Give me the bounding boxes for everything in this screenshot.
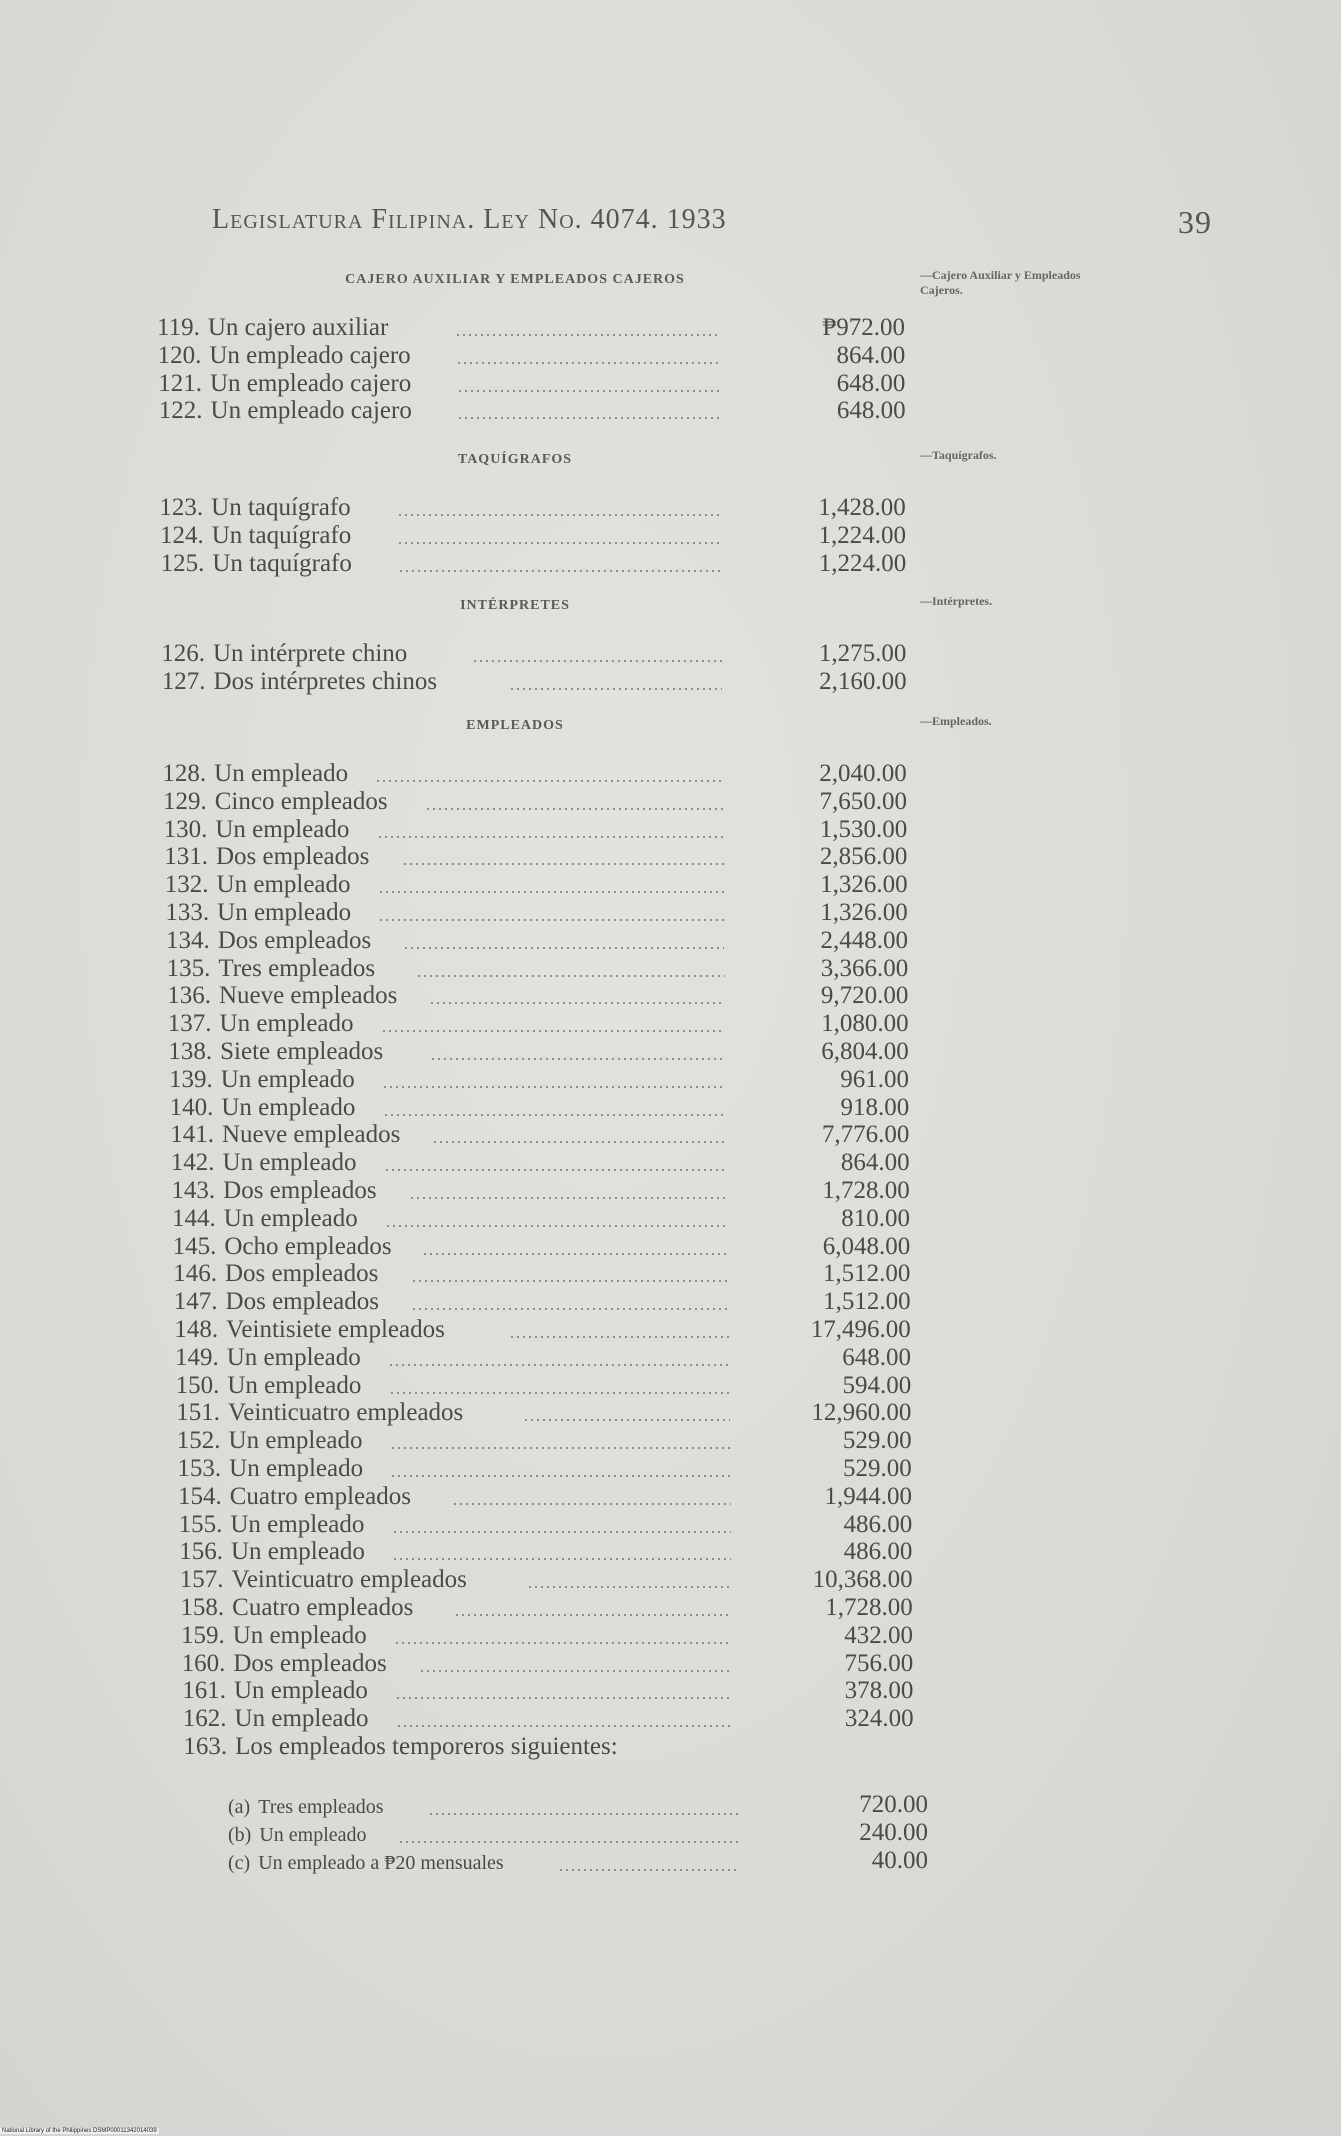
item-amount: 1,326.00 [820,871,908,899]
item-amount: 1,080.00 [821,1010,909,1038]
dot-leader [385,1225,728,1227]
dot-leader [472,660,722,662]
dot-leader [396,1725,733,1727]
dot-leader [398,570,722,572]
item-number: 152. [176,1427,221,1455]
dot-leader [457,390,721,392]
item-number: 133. [165,899,210,926]
item-number: 143. [171,1177,216,1204]
list-item [174,1288,379,1316]
item-description: Un empleado [214,760,349,787]
item-description: Dos empleados [225,1288,379,1316]
dot-leader [527,1586,731,1588]
item-description: Un empleado [234,1705,369,1733]
dot-leader [383,1114,727,1116]
item-number: 162. [182,1705,227,1733]
item-description: Siete empleados [220,1038,384,1065]
dot-leader [375,780,722,782]
dot-leader [432,1141,727,1143]
item-amount: 864.00 [836,341,906,369]
list-item [177,1455,363,1483]
margin-note: —Empleados. [920,714,992,728]
dot-leader [397,542,721,544]
item-number: 138. [168,1038,213,1065]
item-description: Un empleado [220,1065,355,1093]
list-item [181,1622,367,1650]
item-description: Un empleado [219,1010,354,1038]
item-number: 121. [158,369,202,397]
sub-item-label: (a) [228,1796,251,1818]
item-description: Dos empleados [224,1260,379,1288]
list-item [168,1010,354,1038]
item-description: Veintisiete empleados [226,1316,445,1343]
item-amount: 961.00 [840,1065,909,1093]
item-description: Dos empleados [223,1177,377,1204]
running-title: Legislatura Filipina. Ley No. 4074. 1933 [212,204,727,235]
list-item [173,1233,392,1261]
sub-item-amount: 720.00 [859,1791,928,1818]
item-number: 139. [169,1065,213,1093]
item-description: Ocho empleados [224,1232,392,1260]
dot-leader [509,688,722,690]
item-description: Cuatro empleados [229,1482,411,1510]
dot-leader [390,1447,730,1449]
item-number: 149. [175,1343,219,1371]
item-description: Un taquígrafo [211,494,351,521]
list-item [158,370,411,398]
dot-leader [378,919,724,921]
item-number: 132. [164,871,209,899]
list-item [168,1038,383,1066]
dot-leader [558,1869,740,1871]
sub-item-description: Un empleado [259,1824,367,1846]
sub-item [228,1793,384,1821]
dot-leader [392,1558,731,1560]
item-number: 135. [166,954,211,982]
dot-leader [457,417,721,419]
section-heading: TAQUÍGRAFOS [457,452,573,467]
item-number: 122. [158,397,203,425]
item-number: 159. [181,1621,225,1649]
item-description: Dos intérpretes chinos [213,667,438,695]
sub-item-label: (c) [228,1852,251,1874]
item-description: Un empleado cajero [209,369,412,397]
item-description: Dos empleados [215,843,370,871]
item-amount: 2,040.00 [819,760,907,787]
item-number: 130. [163,815,208,843]
item-number: 157. [179,1566,224,1594]
item-amount: 9,720.00 [820,982,909,1010]
dot-leader [392,1531,731,1533]
item-amount: 6,048.00 [822,1232,911,1260]
item-description: Nueve empleados [221,1121,401,1149]
list-item [175,1344,361,1372]
item-amount: 3,366.00 [820,954,909,982]
dot-leader [429,1002,725,1004]
dot-leader [452,1503,731,1505]
item-description: Un empleado [223,1204,358,1232]
dot-leader [509,1336,728,1338]
item-number: 154. [178,1482,222,1510]
item-description: Un empleado [233,1677,368,1705]
list-item [158,342,411,370]
list-item [162,760,348,788]
dot-leader [402,863,724,865]
item-amount: 12,960.00 [811,1399,912,1427]
list-item [183,1733,617,1761]
item-amount: 2,856.00 [819,843,908,871]
item-number: 144. [172,1204,216,1232]
item-amount: 648.00 [842,1343,911,1371]
item-amount: 7,776.00 [821,1121,910,1149]
list-item [173,1260,378,1288]
item-number: 126. [161,640,205,667]
item-description: Un taquígrafo [211,521,352,549]
item-number: 153. [177,1455,222,1482]
item-amount: 378.00 [844,1677,914,1705]
item-amount: 2,160.00 [819,667,907,695]
sub-item-description: Un empleado a ₱20 mensuales [258,1852,504,1874]
item-description: Un empleado [222,1149,357,1177]
item-amount: 7,650.00 [819,787,907,815]
item-number: 129. [163,787,207,815]
item-amount: 6,804.00 [821,1038,909,1065]
list-item [161,550,352,578]
list-item [171,1177,376,1205]
dot-leader [409,1197,727,1199]
item-description: Un empleado [221,1093,356,1121]
scan-tag: National Library of the Philippines DSMP00011342014039 [2,2128,157,2134]
item-number: 127. [161,667,206,695]
item-amount: ₱972.00 [822,314,905,341]
dot-leader [454,1614,731,1616]
dot-leader [384,1169,727,1171]
margin-note: —Taquígrafos. [920,448,997,462]
item-amount: 529.00 [842,1427,912,1455]
item-amount: 1,224.00 [818,549,907,577]
item-number: 123. [159,494,204,521]
item-amount: 17,496.00 [810,1316,911,1343]
item-number: 156. [179,1538,223,1566]
item-number: 163. [183,1733,228,1760]
sub-item [228,1849,504,1877]
item-amount: 756.00 [844,1649,914,1677]
item-description: Veinticuatro empleados [227,1399,464,1427]
item-amount: 810.00 [841,1204,910,1232]
list-item [172,1205,358,1233]
item-number: 120. [157,341,202,369]
list-item [167,955,375,983]
item-amount: 594.00 [842,1371,912,1399]
item-amount: 1,326.00 [820,899,908,926]
item-number: 145. [172,1232,217,1260]
item-amount: 1,512.00 [822,1260,911,1288]
item-number: 134. [166,926,210,954]
item-number: 137. [167,1010,212,1038]
dot-leader [388,1364,729,1366]
item-amount: 486.00 [843,1538,913,1566]
item-amount: 864.00 [840,1149,910,1177]
list-item [165,871,351,899]
item-amount: 648.00 [836,397,906,425]
item-amount: 1,944.00 [824,1482,912,1510]
item-number: 151. [176,1399,220,1427]
item-description: Un empleado [226,1343,361,1371]
item-amount: 1,512.00 [823,1288,911,1316]
item-number: 155. [178,1510,223,1538]
dot-leader [455,334,720,336]
list-item [180,1594,413,1622]
dot-leader [422,1253,728,1255]
item-amount: 1,275.00 [818,640,907,667]
running-head [212,204,1212,244]
list-item [171,1149,357,1177]
list-item [159,397,412,425]
item-amount: 10,368.00 [812,1566,913,1594]
item-amount: 324.00 [844,1705,914,1733]
list-item [179,1511,365,1539]
item-description: Dos empleados [233,1649,387,1677]
section-heading: CAJERO AUXILIAR Y EMPLEADOS CAJEROS [345,272,685,287]
dot-leader [430,1058,726,1060]
item-description: Un empleado [232,1621,367,1649]
sub-item-description: Tres empleados [258,1796,384,1818]
page-number: 39 [1178,204,1212,240]
item-description: Un empleado [230,1510,365,1538]
item-description: Un empleado cajero [210,397,412,425]
dot-leader [411,1308,728,1310]
margin-note: —Cajero Auxiliar y Empleados Cajeros. [920,268,1081,297]
item-number: 125. [160,549,205,577]
item-number: 161. [182,1677,226,1705]
item-number: 131. [164,843,208,871]
section-heading: INTÉRPRETES [460,598,570,613]
dot-leader [378,891,724,893]
dot-leader [428,1813,740,1815]
item-amount: 648.00 [836,369,906,397]
item-number: 147. [173,1288,218,1316]
list-item [174,1316,444,1344]
margin-note: —Intérpretes. [920,594,993,608]
item-description: Dos empleados [217,926,372,954]
item-amount: 1,530.00 [819,815,908,843]
item-number: 158. [180,1594,225,1621]
list-item [157,314,388,342]
sub-item [228,1821,367,1849]
dot-leader [389,1392,730,1394]
item-amount: 1,224.00 [818,521,906,549]
item-number: 142. [170,1149,215,1177]
list-item [179,1538,365,1566]
dot-leader [377,836,724,838]
list-item [161,640,407,668]
dot-leader [394,1642,732,1644]
item-number: 140. [169,1093,214,1121]
list-item [164,816,350,844]
sub-item-amount: 40.00 [871,1847,928,1874]
item-description: Un intérprete chino [212,640,408,667]
list-item [167,982,397,1010]
list-item [165,899,351,927]
item-description: Cuatro empleados [232,1594,414,1621]
item-description: Tres empleados [218,954,376,982]
dot-leader [425,808,723,810]
item-description: Un taquígrafo [212,549,352,577]
list-item [182,1677,368,1705]
item-number: 141. [170,1121,214,1149]
item-amount: 1,728.00 [822,1177,910,1204]
item-description: Un empleado [230,1538,365,1566]
item-number: 136. [167,982,211,1010]
item-number: 124. [160,521,204,549]
item-number: 146. [173,1260,217,1288]
item-description: Nueve empleados [218,982,398,1010]
list-item [166,927,371,955]
dot-leader [403,947,724,949]
item-amount: 1,728.00 [825,1594,913,1621]
dot-leader [416,975,725,977]
dot-leader [523,1419,729,1421]
item-number: 148. [174,1316,219,1343]
list-item [159,494,350,522]
item-amount: 1,428.00 [818,494,906,521]
dot-leader [398,1841,740,1843]
list-item [182,1650,387,1678]
dot-leader [419,1670,732,1672]
item-amount: 2,448.00 [820,926,908,954]
dot-leader [390,1475,730,1477]
item-number: 119. [157,314,200,341]
list-item [176,1372,362,1400]
item-number: 160. [181,1649,226,1677]
item-description: Un empleado cajero [209,341,411,369]
list-item [177,1427,363,1455]
item-description: Cinco empleados [214,787,388,815]
item-description: Un cajero auxiliar [207,314,389,341]
item-description: Los empleados temporeros siguientes: [235,1733,618,1760]
list-item [160,522,351,550]
item-description: Un empleado [216,871,351,899]
list-item [162,668,437,696]
list-item [178,1483,411,1511]
item-number: 128. [162,760,207,787]
list-item [176,1399,463,1427]
list-item [180,1566,467,1594]
list-item [164,843,369,871]
item-amount: 918.00 [840,1093,910,1121]
dot-leader [411,1280,729,1282]
dot-leader [381,1030,726,1032]
sub-item-amount: 240.00 [859,1819,928,1846]
item-description: Un empleado [227,1371,362,1399]
dot-leader [382,1086,726,1088]
item-description: Un empleado [229,1455,364,1482]
item-number: 150. [175,1371,220,1399]
item-description: Un empleado [228,1427,363,1455]
list-item [163,788,388,816]
item-amount: 486.00 [843,1510,913,1538]
item-description: Un empleado [217,899,352,926]
list-item [169,1066,355,1094]
item-amount: 529.00 [843,1455,912,1482]
dot-leader [397,514,721,516]
item-description: Un empleado [215,815,350,843]
list-item [170,1094,356,1122]
section-heading: EMPLEADOS [466,718,564,733]
item-amount: 432.00 [844,1621,913,1649]
list-item [170,1121,400,1149]
item-description: Veinticuatro empleados [231,1566,467,1594]
dot-leader [456,362,720,364]
sub-item-label: (b) [228,1824,252,1846]
list-item [183,1705,369,1733]
dot-leader [395,1697,732,1699]
